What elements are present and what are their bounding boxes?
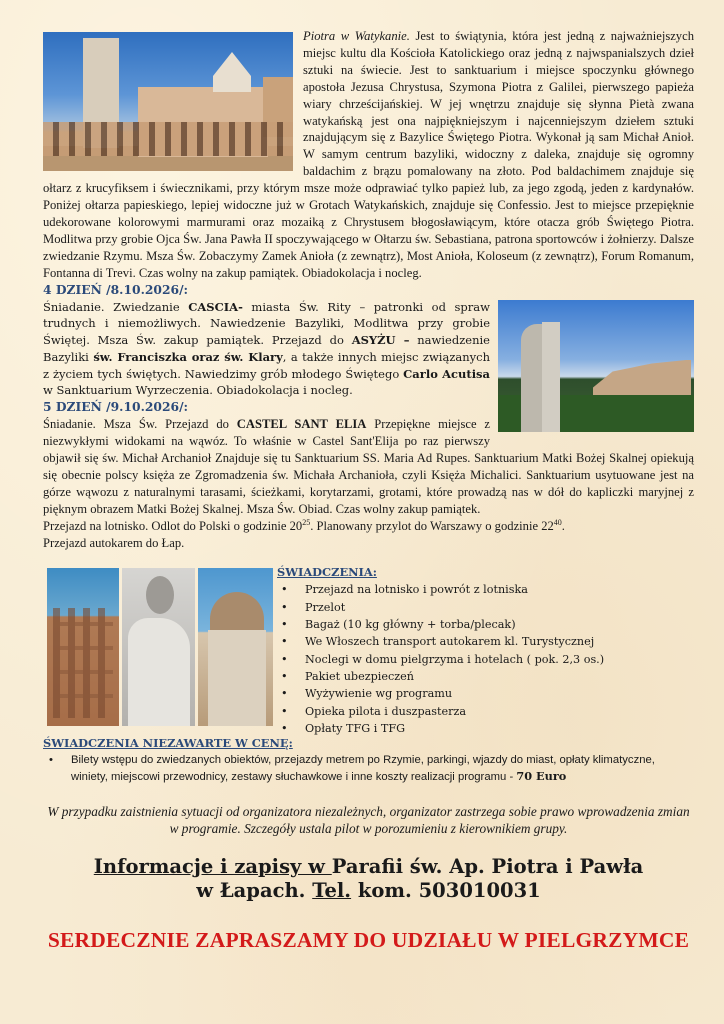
flight-text-1: Przejazd na lotnisko. Odlot do Polski o godzinie 20 — [43, 518, 303, 533]
document-page — [43, 28, 694, 953]
day5-castel-sant-elia: CASTEL SANT ELIA — [236, 417, 367, 432]
excluded-item — [43, 752, 694, 785]
flight-text-3: . — [561, 518, 565, 533]
services-block — [43, 565, 694, 735]
caesar-statue-photo — [122, 568, 195, 726]
day3-intro: Piotra w Watykanie. — [303, 29, 410, 43]
phone-number[interactable]: kom. 503010031 — [351, 879, 541, 903]
service-item: • Opłaty TFG i TFG — [277, 720, 697, 737]
assisi-basilica-photo — [43, 32, 293, 171]
contact-label: Informacje i zapisy w — [93, 855, 332, 879]
day5-text-1: Śniadanie. Msza Św. Przejazd do — [43, 417, 237, 432]
day5-heading: 5 DZIEŃ /9.10.2026/: — [43, 399, 189, 415]
flight-text-2: . Planowany przylot do Warszawy o godzinie 22 — [310, 518, 554, 533]
service-item: • Bagaż (10 kg główny + torba/plecak) — [277, 616, 697, 633]
services-list-section — [277, 565, 697, 737]
day4-text-1: Śniadanie. Zwiedzanie — [43, 299, 189, 314]
day5-bus: Przejazd autokarem do Łap. — [43, 535, 185, 550]
service-item: • Opieka pilota i duszpasterza — [277, 703, 697, 720]
colosseum-photo — [47, 568, 119, 726]
day4-section — [43, 282, 694, 400]
day4-text-3: nawiedzenie Bazyliki — [43, 333, 490, 364]
service-item: • Wyżywienie wg programu — [277, 685, 697, 702]
excluded-list — [43, 752, 694, 785]
service-item: • Pakiet ubezpieczeń — [277, 668, 697, 685]
day4-assisi: ASYŻU – — [351, 333, 410, 348]
day5-text-2: Przepiękne miejsce z niezwykłymi widokami na wąwóz. To właśnie w Castel Sant'Elija po raz pierwszy objawił się św. Michał Archanioł Znajduje się tu Sanktuarium SS. Maria Ad Rupes. Sanktuarium Matki Bożej Skalnej opiekują się obecnie polscy księża ze Zgromadzenia św. Michała Archanioła, czyli Księża Michalici. Sanktuarium usytuowane jest na górze wąwozu z naturalnymi tarasami, ścieżkami, korytarzami, grotami, które prowadzą nas w dół do kapliczki maryjnej z pięknym obrazem Matki Bożej Skalnej. Msza Św. Obiad. Czas wolny zakup pamiątek. — [43, 417, 694, 516]
excluded-price: 70 Euro — [516, 769, 567, 784]
day4-text-5: w Sanktuarium Wyrzeczenia. Obiadokolacja i nocleg. — [43, 383, 353, 398]
rome-church-photo — [198, 568, 273, 726]
excluded-section — [43, 736, 694, 785]
service-item: • Przejazd na lotnisko i powrót z lotniska — [277, 581, 697, 598]
town-name: w Łapach. — [196, 879, 313, 903]
day4-cascia: CASCIA- — [188, 299, 243, 314]
service-item: • Noclegi w domu pielgrzyma i hotelach ( pok. 2,3 os.) — [277, 651, 697, 668]
excluded-text: Bilety wstępu do zwiedzanych obiektów, przejazdy metrem po Rzymie, parkingi, wjazdy do miast, opłaty klimatyczne, winiety, miejscowi przewodnicy, zestawy słuchawkowe i inne koszty realizacji programu - — [71, 754, 655, 784]
day3-section — [43, 28, 694, 282]
invitation-banner: SERDECZNIE ZAPRASZAMY DO UDZIAŁU W PIELGRZYMCE — [47, 928, 690, 953]
parish-name: Parafii św. Ap. Piotra i Pawła — [331, 855, 644, 879]
day4-saints: św. Franciszka oraz św. Klary — [93, 349, 283, 364]
services-heading: ŚWIADCZENIA: — [277, 565, 377, 580]
service-item: • Przelot — [277, 599, 697, 616]
service-item: • We Włoszech transport autokarem kl. Turystycznej — [277, 633, 697, 650]
excluded-heading: ŚWIADCZENIA NIEZAWARTE W CENĘ: — [43, 736, 293, 751]
arrival-minutes: 40 — [553, 517, 562, 527]
day4-heading: 4 DZIEŃ /8.10.2026/: — [43, 281, 189, 297]
cascia-st-rita-photo — [498, 300, 694, 432]
organizer-note: W przypadku zaistnienia sytuacji od organizatora niezależnych, organizator zastrzega sobie prawo wprowadzenia zmian w programie. Szczegóły ustala pilot w porozumieniu z kierownikiem grupy. — [47, 804, 690, 837]
day3-text: Jest to świątynia, która jest jedną z najważniejszych miejsc kultu dla Kościoła Katolickiego oraz jedną z najwspanialszych dzieł sztuki na świecie. Jest to sanktuarium i miejsce spoczynku głównego apostoła Jezusa Chrystusa, Szymona Piotra z Galilei, pierwszego papieża wiary chrześcijańskiej. W jej wnętrzu znajduje się słynna Pietà zwana watykańską jest ona najpiękniejszym i najcenniejszym dziełem sztuki znajdującym się z Bazylice Świętego Piotra. Wykonał ją sam Michał Anioł. W samym centrum bazyliki, widoczny z daleka, znajduje się ogromny baldachim z brązu pomalowany na złoto. Pod baldachimem znajduje się ołtarz z krucyfiksem i świecznikami, przy którym msze może odprawiać tylko papież lub, za jego zgodą, jeden z kardynałów. Poniżej ołtarza papieskiego, lepiej widoczne już w Grotach Watykańskich, znajduje się Confessio. Jest to miejsce przepięknie udekorowane kolorowymi marmurami oraz mozaiką z Chrystusem błogosławiącym, które otacza grób Świętego Piotra. Modlitwa przy grobie Ojca Św. Jana Pawła II spoczywającego w Ołtarzu św. Sebastiana, patrona sportowców i żołnierzy. Dalsze zwiedzanie Rzymu. Msza Św. Zobaczymy Zamek Anioła (z zewnątrz), Most Anioła, Koloseum (z zewnątrz), Forum Romanum, Fontanna di Trevi. Czas wolny na zakup pamiątek. Obiadokolacja i nocleg. — [43, 29, 694, 280]
day4-carlo-acutis: Carlo Acutisa — [403, 366, 490, 381]
day5-flight — [43, 518, 694, 535]
tel-label: Tel. — [312, 879, 352, 903]
rome-photo-collage — [47, 568, 273, 726]
departure-minutes: 25 — [302, 517, 311, 527]
day4-text-2: miasta Św. Rity – patronki od spraw trudnych i niemożliwych. Nawiedzenie Bazyliki, Modlitwa przy grobie Świętej. Msza Św. zakup pamiątek. Przejazd do — [43, 299, 490, 348]
services-list — [277, 581, 697, 737]
day4-text-4: , a także innych miejsc związanych z życiem tych świętych. Nawiedzimy grób młodego Świętego — [43, 349, 490, 381]
contact-info — [43, 855, 694, 903]
